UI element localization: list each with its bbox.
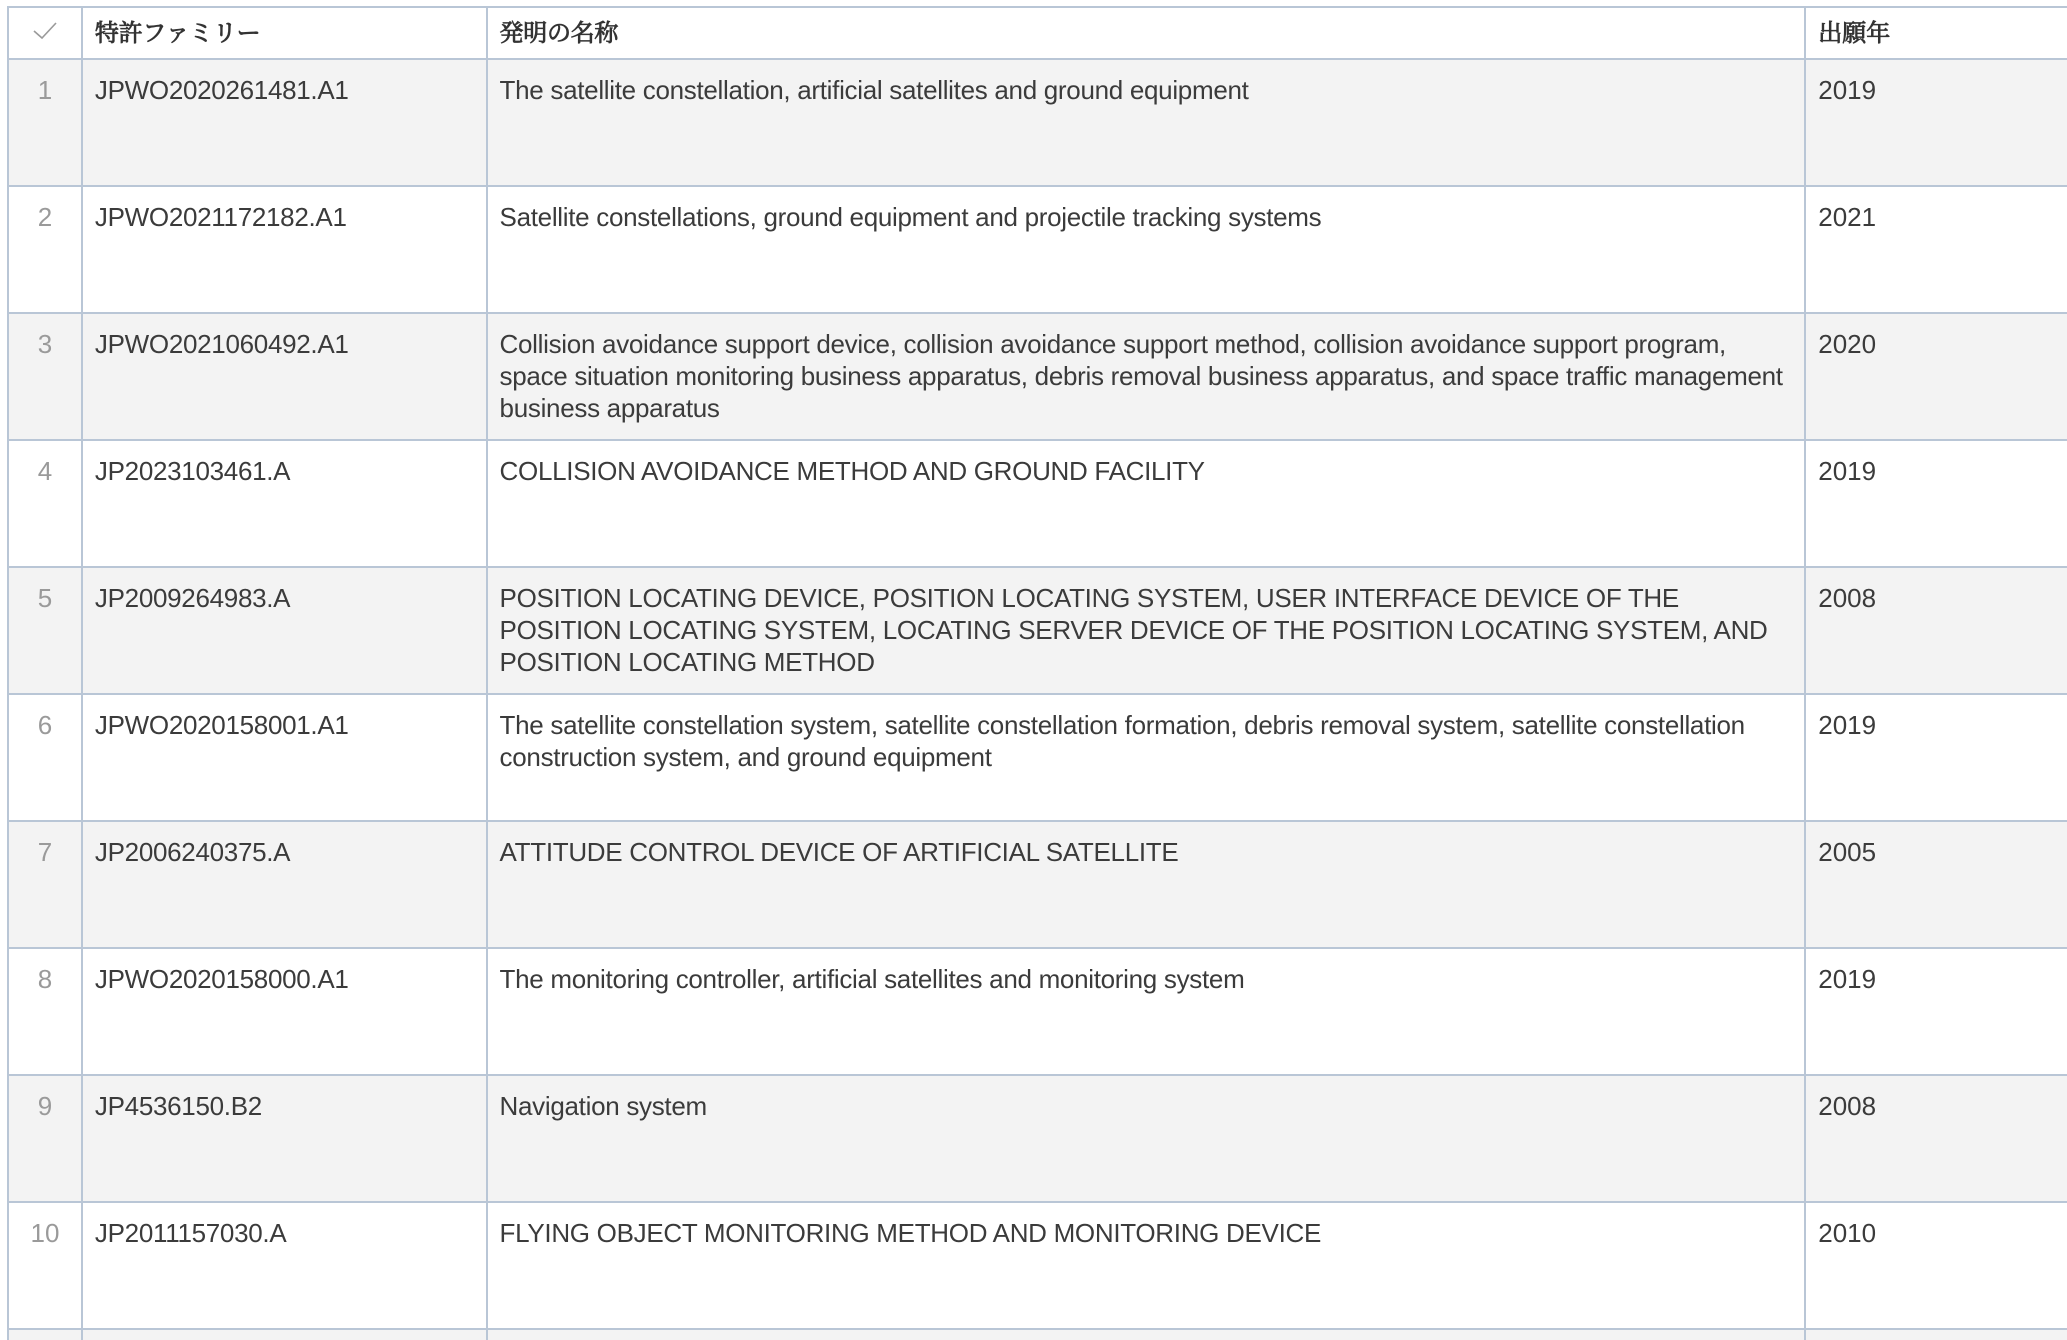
row-index bbox=[9, 1330, 83, 1340]
select-all-checkbox[interactable] bbox=[9, 8, 83, 58]
column-header-year[interactable]: 出願年 bbox=[1806, 8, 2067, 58]
patent-family-cell[interactable]: JPWO2020158000.A1 bbox=[83, 949, 488, 1074]
patent-family-cell[interactable]: JP2023103461.A bbox=[83, 441, 488, 566]
row-index: 7 bbox=[9, 822, 83, 947]
invention-title-cell: The satellite constellation system, satellite constellation formation, debris removal system, satellite constellation construction system, and ground equipment bbox=[488, 695, 1807, 820]
column-header-title[interactable]: 発明の名称 bbox=[488, 8, 1807, 58]
invention-title-cell: Satellite constellations, ground equipment and projectile tracking systems bbox=[488, 187, 1807, 312]
invention-title-cell: ATTITUDE CONTROL DEVICE OF ARTIFICIAL SATELLITE bbox=[488, 822, 1807, 947]
row-index: 2 bbox=[9, 187, 83, 312]
table-row[interactable] bbox=[9, 949, 2067, 1076]
filing-year-cell: 2010 bbox=[1806, 1203, 2067, 1328]
table-row[interactable] bbox=[9, 441, 2067, 568]
table-row[interactable] bbox=[9, 1203, 2067, 1330]
row-index: 9 bbox=[9, 1076, 83, 1201]
invention-title-cell: COLLISION AVOIDANCE METHOD AND GROUND FACILITY bbox=[488, 441, 1807, 566]
invention-title-cell bbox=[488, 1330, 1807, 1340]
filing-year-cell: 2019 bbox=[1806, 60, 2067, 185]
filing-year-cell: 2008 bbox=[1806, 568, 2067, 693]
filing-year-cell: 2019 bbox=[1806, 441, 2067, 566]
table-row[interactable] bbox=[9, 822, 2067, 949]
row-index: 3 bbox=[9, 314, 83, 439]
filing-year-cell: 2005 bbox=[1806, 822, 2067, 947]
table-row[interactable] bbox=[9, 695, 2067, 822]
filing-year-cell bbox=[1806, 1330, 2067, 1340]
patent-family-cell bbox=[83, 1330, 488, 1340]
column-header-family[interactable]: 特許ファミリー bbox=[83, 8, 488, 58]
filing-year-cell: 2020 bbox=[1806, 314, 2067, 439]
invention-title-cell: POSITION LOCATING DEVICE, POSITION LOCATING SYSTEM, USER INTERFACE DEVICE OF THE POSITION LOCATING SYSTEM, LOCATING SERVER DEVICE OF THE POSITION LOCATING SYSTEM, AND POSITION LOCATING METHOD bbox=[488, 568, 1807, 693]
patent-family-cell[interactable]: JP2006240375.A bbox=[83, 822, 488, 947]
checkmark-icon bbox=[31, 16, 59, 43]
filing-year-cell: 2019 bbox=[1806, 695, 2067, 820]
table-row-partial bbox=[9, 1330, 2067, 1340]
table-row[interactable] bbox=[9, 314, 2067, 441]
patent-family-cell[interactable]: JP2009264983.A bbox=[83, 568, 488, 693]
filing-year-cell: 2008 bbox=[1806, 1076, 2067, 1201]
filing-year-cell: 2021 bbox=[1806, 187, 2067, 312]
table-row[interactable] bbox=[9, 60, 2067, 187]
row-index: 8 bbox=[9, 949, 83, 1074]
row-index: 4 bbox=[9, 441, 83, 566]
row-index: 1 bbox=[9, 60, 83, 185]
table-header-row bbox=[9, 8, 2067, 60]
invention-title-cell: The satellite constellation, artificial satellites and ground equipment bbox=[488, 60, 1807, 185]
patent-family-cell[interactable]: JPWO2021172182.A1 bbox=[83, 187, 488, 312]
row-index: 10 bbox=[9, 1203, 83, 1328]
invention-title-cell: Navigation system bbox=[488, 1076, 1807, 1201]
patent-family-cell[interactable]: JP2011157030.A bbox=[83, 1203, 488, 1328]
invention-title-cell: FLYING OBJECT MONITORING METHOD AND MONITORING DEVICE bbox=[488, 1203, 1807, 1328]
table-row[interactable] bbox=[9, 1076, 2067, 1203]
table-row[interactable] bbox=[9, 568, 2067, 695]
row-index: 5 bbox=[9, 568, 83, 693]
patent-results-table bbox=[7, 6, 2067, 1340]
invention-title-cell: Collision avoidance support device, collision avoidance support method, collision avoidance support program, space situation monitoring business apparatus, debris removal business apparatus, and space traffic management business apparatus bbox=[488, 314, 1807, 439]
filing-year-cell: 2019 bbox=[1806, 949, 2067, 1074]
invention-title-cell: The monitoring controller, artificial satellites and monitoring system bbox=[488, 949, 1807, 1074]
patent-family-cell[interactable]: JPWO2020158001.A1 bbox=[83, 695, 488, 820]
row-index: 6 bbox=[9, 695, 83, 820]
patent-family-cell[interactable]: JPWO2020261481.A1 bbox=[83, 60, 488, 185]
patent-family-cell[interactable]: JP4536150.B2 bbox=[83, 1076, 488, 1201]
patent-family-cell[interactable]: JPWO2021060492.A1 bbox=[83, 314, 488, 439]
table-row[interactable] bbox=[9, 187, 2067, 314]
